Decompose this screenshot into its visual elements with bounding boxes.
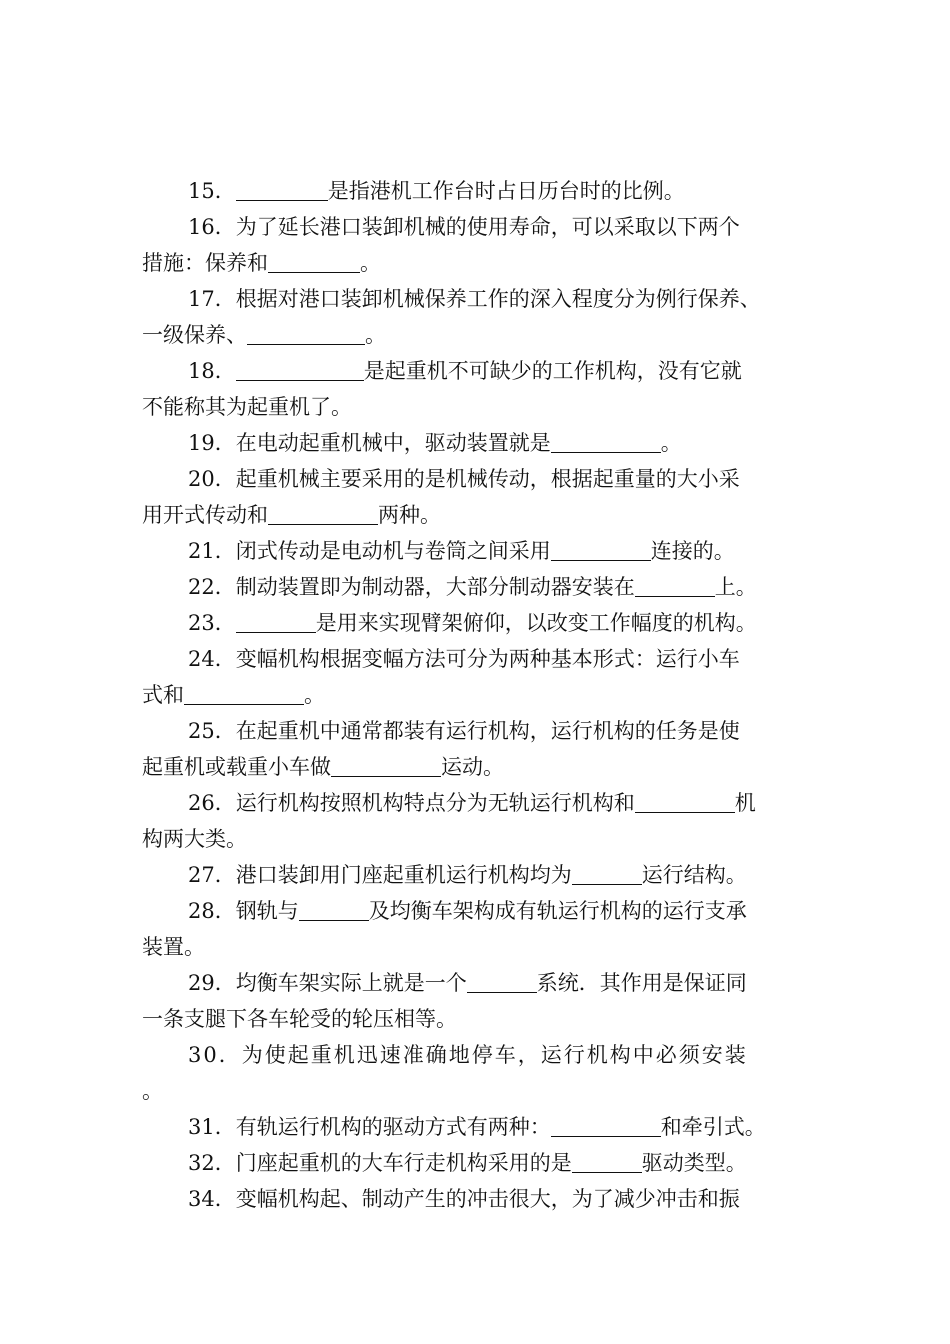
question-text: 构两大类。 [142,827,247,851]
answer-blank [572,864,642,885]
question-15 [188,176,685,206]
question-32 [188,1148,747,1178]
question-20-cont [142,500,441,530]
question-text: 根据对港口装卸机械保养工作的深入程度分为例行保养、 [235,287,761,311]
answer-blank [268,504,378,525]
question-text: 系统．其作用是保证同 [536,971,747,995]
question-text: 起重机械主要采用的是机械传动，根据起重量的大小采 [235,467,740,491]
question-text: 是指港机工作台时占日历台时的比例。 [327,179,685,203]
question-text: 运动。 [441,755,504,779]
question-22 [188,572,757,602]
question-19 [188,428,682,458]
answer-blank [236,180,328,201]
answer-blank [572,1152,642,1173]
question-18-cont [142,392,352,422]
question-number: 18． [188,359,236,383]
question-text: 。 [660,431,682,455]
answer-blank [299,900,369,921]
question-text: 在起重机中通常都装有运行机构，运行机构的任务是使 [235,719,740,743]
question-text: 驱动类型。 [641,1151,747,1175]
question-number: 25． [188,719,236,743]
question-number: 32． [188,1151,236,1175]
question-text: 制动装置即为制动器，大部分制动器安装在 [235,575,635,599]
question-number: 28． [188,899,236,923]
question-text: 变幅机构起、制动产生的冲击很大，为了减少冲击和振 [235,1187,740,1211]
question-text: 。 [304,683,325,707]
question-number: 15． [188,179,236,203]
question-text: 两种。 [378,503,441,527]
answer-blank [635,576,715,597]
question-29 [188,968,747,998]
question-24 [188,644,740,674]
question-text: 为使起重机迅速准确地停车，运行机构中必须安装 [241,1043,748,1067]
answer-blank [236,360,364,381]
question-31 [188,1112,766,1142]
question-text: 运行机构按照机构特点分为无轨运行机构和 [235,791,635,815]
question-text: 门座起重机的大车行走机构采用的是 [235,1151,572,1175]
question-text: 变幅机构根据变幅方法可分为两种基本形式：运行小车 [235,647,740,671]
question-text: 港口装卸用门座起重机运行机构均为 [235,863,572,887]
question-text: 闭式传动是电动机与卷筒之间采用 [235,539,551,563]
question-text: 运行结构。 [641,863,747,887]
question-number: 27． [188,863,236,887]
question-16-cont [142,248,381,278]
question-number: 31． [188,1115,236,1139]
question-21 [188,536,735,566]
question-text: 连接的。 [650,539,735,563]
answer-blank [247,324,365,345]
question-text: 为了延长港口装卸机械的使用寿命，可以采取以下两个 [235,215,740,239]
question-25-cont [142,752,504,782]
question-number: 16． [188,215,236,239]
answer-blank [236,612,316,633]
question-text: 式和 [142,683,184,707]
answer-blank [551,432,661,453]
question-text: 是起重机不可缺少的工作机构，没有它就 [363,359,742,383]
question-text: 及均衡车架构成有轨运行机构的运行支承 [368,899,747,923]
question-30 [188,1040,748,1070]
question-20 [188,464,740,494]
question-number: 26． [188,791,236,815]
question-number: 23． [188,611,236,635]
question-28 [188,896,747,926]
question-number: 19． [188,431,236,455]
question-text: 钢轨与 [235,899,299,923]
answer-blank [467,972,537,993]
question-text: 和牵引式。 [660,1115,766,1139]
question-text: 装置。 [142,935,205,959]
question-27 [188,860,747,890]
question-text: 有轨运行机构的驱动方式有两种： [235,1115,551,1139]
question-34 [188,1184,740,1214]
question-number: 17． [188,287,236,311]
question-number: 34． [188,1187,236,1211]
question-26 [188,788,756,818]
answer-blank [551,1116,661,1137]
question-29-cont [142,1004,457,1034]
question-text: 起重机或载重小车做 [142,755,331,779]
question-text: 一条支腿下各车轮受的轮压相等。 [142,1007,457,1031]
question-28-cont [142,932,205,962]
question-30-cont [142,1076,163,1106]
question-18 [188,356,742,386]
question-16 [188,212,740,242]
question-23 [188,608,757,638]
question-number: 29． [188,971,236,995]
question-text: 。 [365,323,386,347]
question-text: 上。 [714,575,757,599]
question-text: 用开式传动和 [142,503,268,527]
question-text: 。 [142,1079,163,1103]
question-26-cont [142,824,247,854]
question-text: 措施：保养和 [142,251,268,275]
question-number: 21． [188,539,236,563]
question-text: 不能称其为起重机了。 [142,395,352,419]
question-25 [188,716,740,746]
question-24-cont [142,680,325,710]
question-number: 22． [188,575,236,599]
answer-blank [635,792,735,813]
question-text: 均衡车架实际上就是一个 [235,971,467,995]
question-number: 30． [188,1043,242,1067]
answer-blank [268,252,360,273]
question-17-cont [142,320,386,350]
question-text: 机 [734,791,756,815]
question-17 [188,284,761,314]
answer-blank [551,540,651,561]
answer-blank [184,684,304,705]
question-text: 。 [360,251,381,275]
question-text: 是用来实现臂架俯仰，以改变工作幅度的机构。 [315,611,757,635]
question-text: 在电动起重机械中，驱动装置就是 [235,431,551,455]
question-number: 24． [188,647,236,671]
question-number: 20． [188,467,236,491]
question-text: 一级保养、 [142,323,247,347]
answer-blank [331,756,441,777]
